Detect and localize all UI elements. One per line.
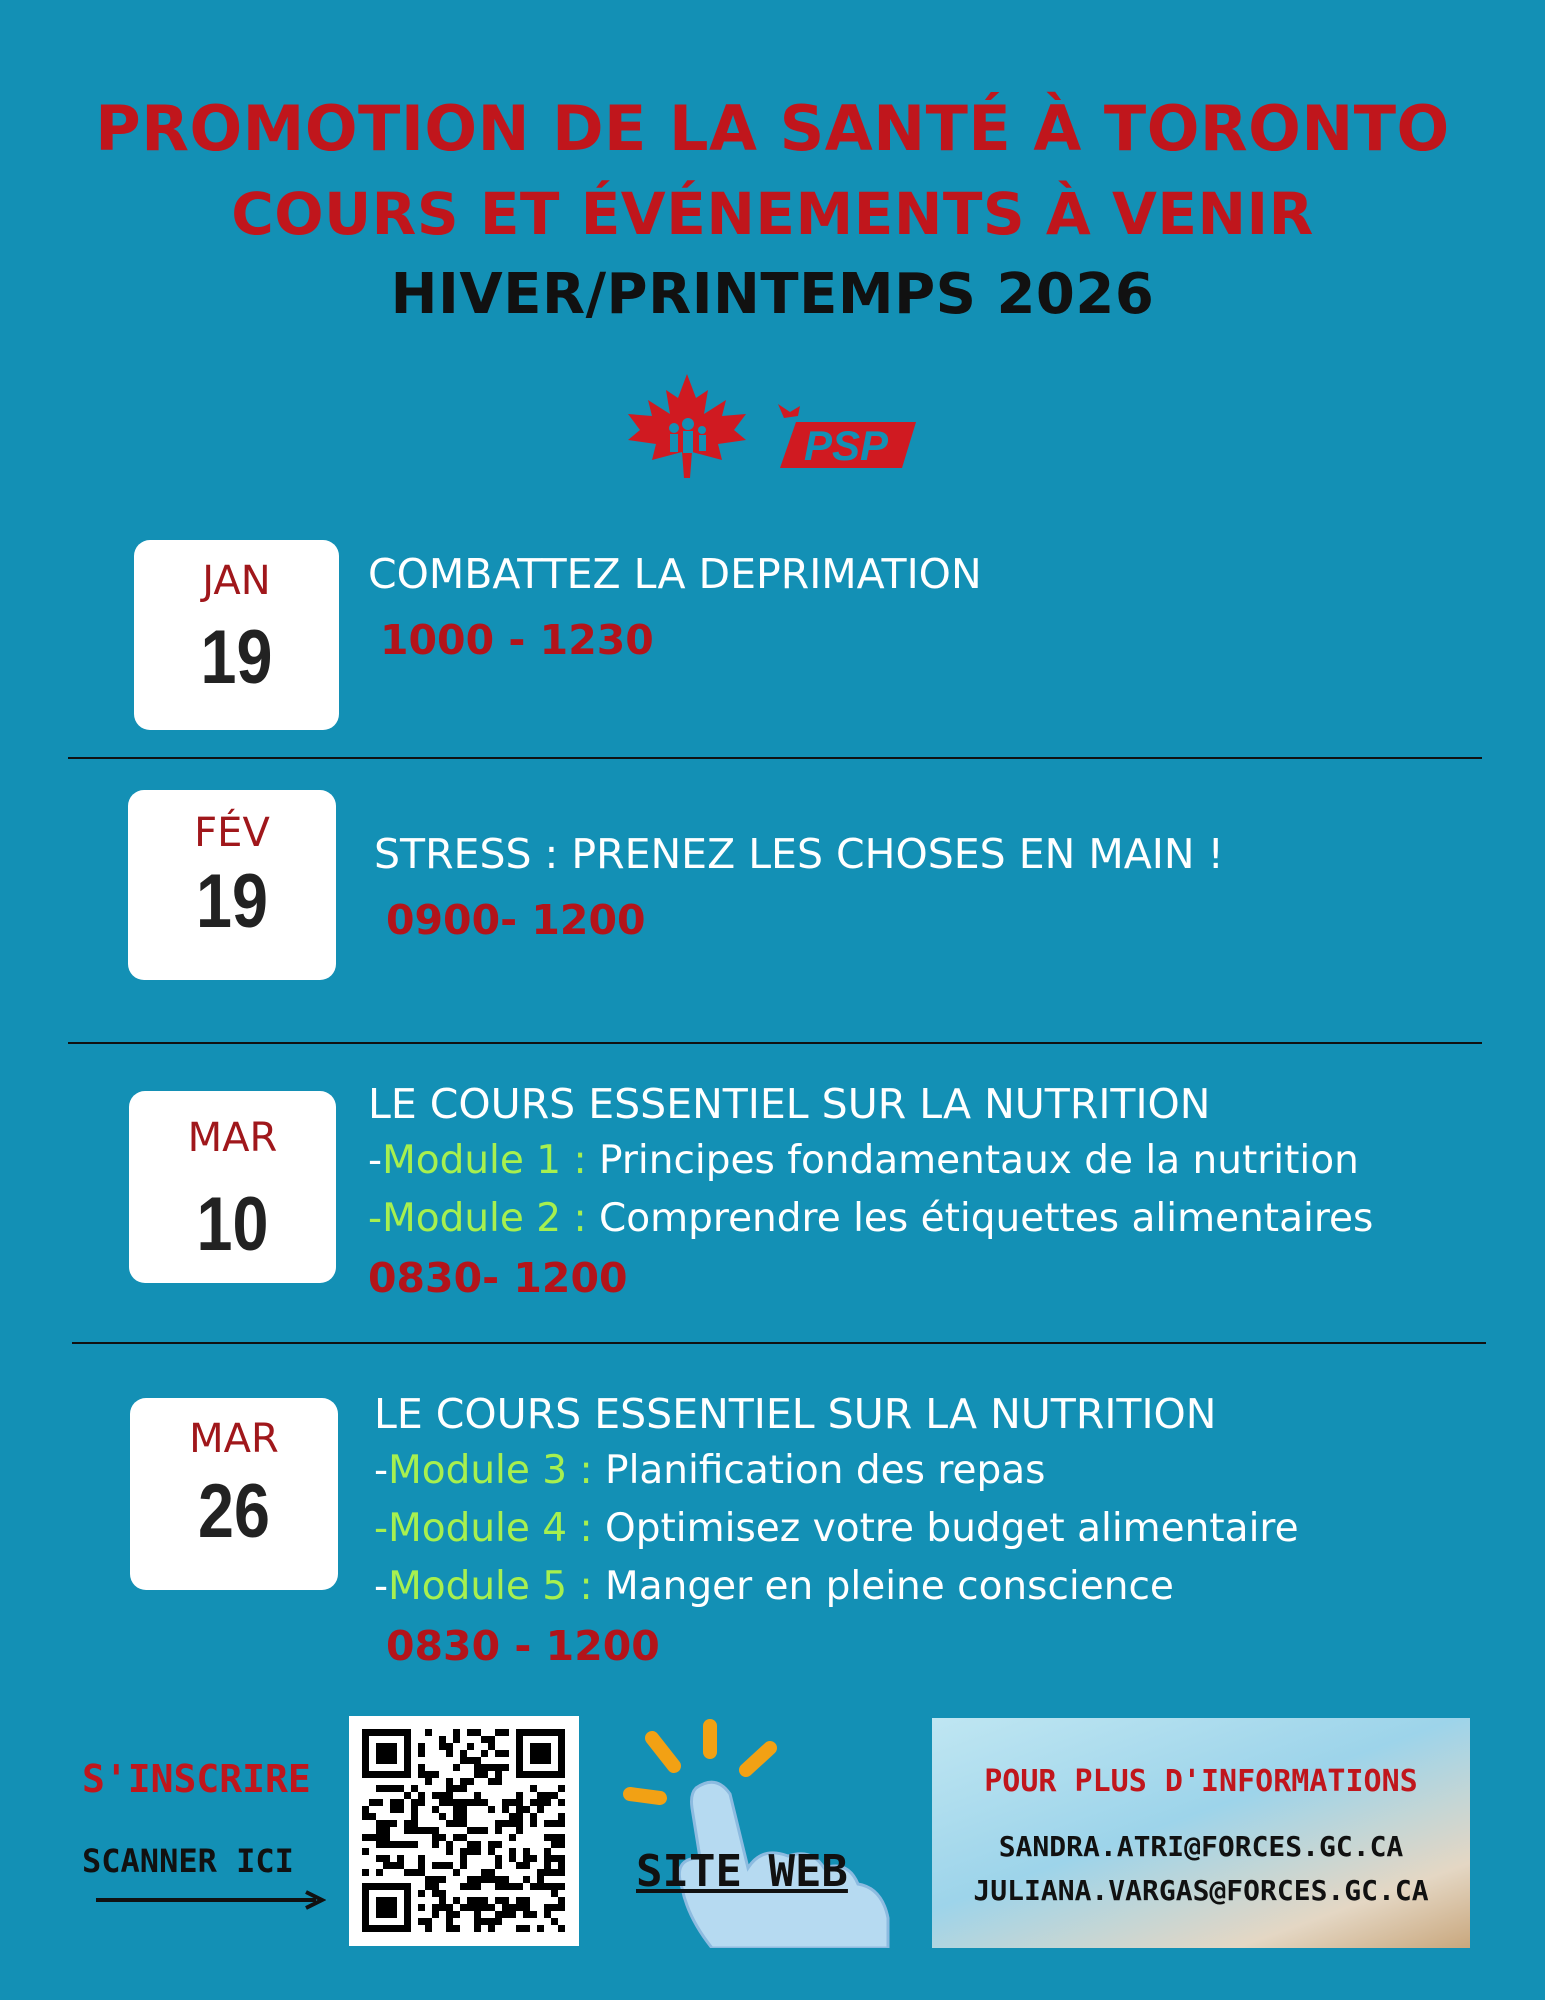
email-link[interactable]: SANDRA.ATRI@FORCES.GC.CA (998, 1830, 1404, 1863)
module-text: Planification des repas (605, 1448, 1046, 1493)
scan-label: SCANNER ICI (82, 1842, 294, 1880)
page-title: PROMOTION DE LA SANTÉ À TORONTO (95, 92, 1450, 165)
divider (72, 1342, 1486, 1344)
module-line: -Module 3 : Planification des repas (374, 1448, 1046, 1493)
svg-text:PSP: PSP (804, 422, 889, 469)
event-day: 10 (196, 1182, 269, 1267)
module-text: Manger en pleine conscience (605, 1564, 1174, 1609)
register-label: S'INSCRIRE (82, 1757, 311, 1801)
qr-code[interactable] (349, 1716, 579, 1946)
event-time: 1000 - 1230 (380, 616, 654, 664)
event-title: STRESS : PRENEZ LES CHOSES EN MAIN ! (374, 830, 1224, 878)
divider (68, 757, 1482, 759)
module-text: Optimisez votre budget alimentaire (605, 1506, 1299, 1551)
event-title: LE COURS ESSENTIEL SUR LA NUTRITION (368, 1080, 1211, 1128)
event-day: 19 (200, 615, 273, 700)
module-text: Comprendre les étiquettes alimentaires (599, 1196, 1374, 1241)
module-line: -Module 1 : Principes fondamentaux de la nutrition (368, 1138, 1359, 1183)
module-line: -Module 5 : Manger en pleine conscience (374, 1564, 1174, 1609)
event-month: JAN (202, 558, 271, 604)
event-month: MAR (187, 1115, 278, 1161)
event-time: 0830- 1200 (368, 1254, 628, 1302)
divider (68, 1042, 1482, 1044)
pointing-hand-icon (612, 1718, 922, 1948)
module-label: -Module 4 : (374, 1506, 593, 1551)
arrow-right-icon (96, 1890, 326, 1910)
event-time: 0900- 1200 (386, 896, 646, 944)
website-link[interactable] (612, 1718, 922, 1948)
event-title: COMBATTEZ LA DEPRIMATION (368, 550, 982, 598)
module-label: Module 1 : (382, 1138, 587, 1183)
website-label[interactable]: SITE WEB (636, 1846, 848, 1897)
event-title: LE COURS ESSENTIEL SUR LA NUTRITION (374, 1390, 1217, 1438)
event-day: 26 (198, 1469, 270, 1554)
module-label: Module 3 : (388, 1448, 593, 1493)
date-card-fev-19 (128, 790, 336, 980)
maple-leaf-family-logo (622, 370, 752, 482)
module-line (374, 1506, 1299, 1551)
date-card-jan-19 (134, 540, 339, 730)
date-card-mar-26 (130, 1398, 338, 1590)
module-line (368, 1196, 1373, 1241)
info-box (932, 1718, 1470, 1948)
module-label: -Module 2 : (368, 1196, 587, 1241)
event-day: 19 (196, 859, 268, 944)
event-month: MAR (189, 1416, 279, 1462)
info-title: POUR PLUS D'INFORMATIONS (984, 1764, 1418, 1799)
module-text: Principes fondamentaux de la nutrition (599, 1138, 1359, 1183)
event-month: FÉV (194, 810, 270, 856)
email-link[interactable]: JULIANA.VARGAS@FORCES.GC.CA (973, 1874, 1429, 1907)
page-subtitle: COURS ET ÉVÉNEMENTS À VENIR (231, 180, 1314, 248)
date-card-mar-10 (129, 1091, 336, 1283)
event-time: 0830 - 1200 (386, 1622, 660, 1670)
module-label: Module 5 : (388, 1564, 593, 1609)
psp-logo (770, 398, 920, 470)
season-title: HIVER/PRINTEMPS 2026 (390, 262, 1155, 327)
